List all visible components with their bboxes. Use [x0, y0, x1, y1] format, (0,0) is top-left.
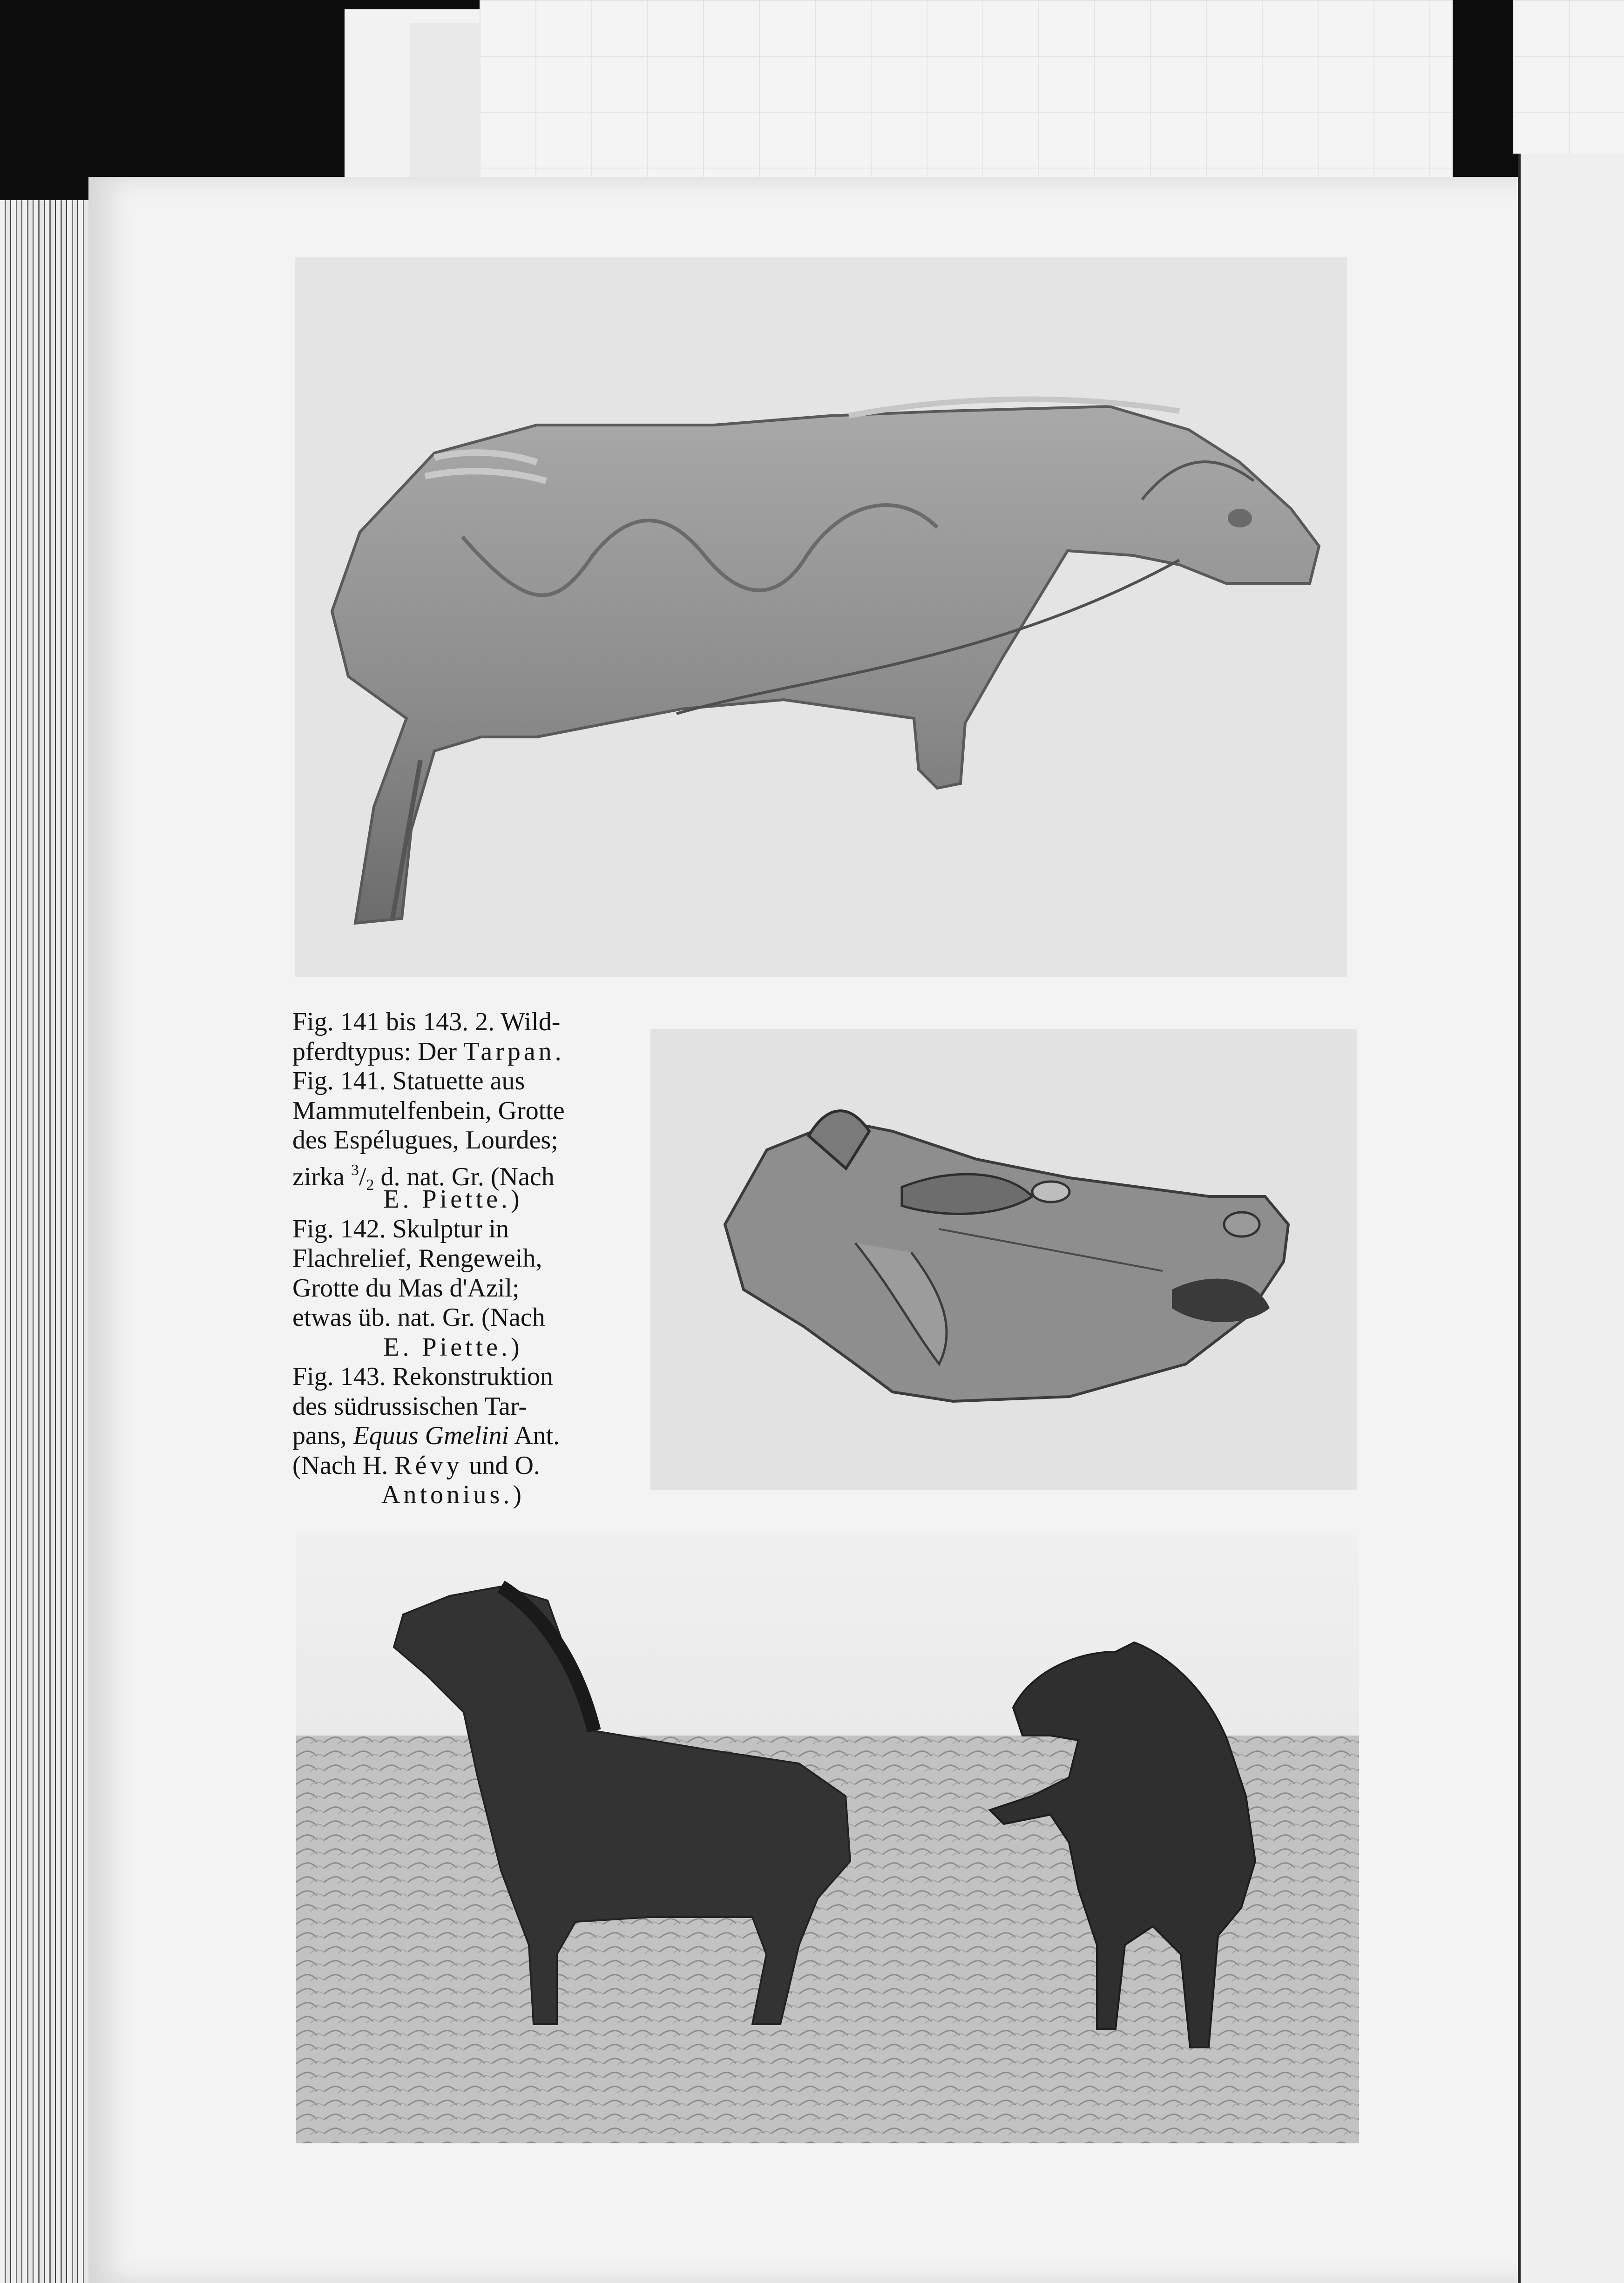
caption-text: zirka: [292, 1162, 345, 1191]
caption-word: 2.: [475, 1007, 495, 1036]
horse-head-relief-image: [650, 1029, 1357, 1490]
caption-text: d. nat. Gr. (Nach: [380, 1162, 555, 1191]
fraction-slash: /: [359, 1162, 366, 1191]
caption-word: Espélugues,: [333, 1126, 459, 1155]
caption-line-8: [292, 1215, 614, 1244]
caption-word: Gr.: [442, 1303, 475, 1332]
background-grid-sheet-right: [1513, 0, 1624, 154]
caption-word: Fig.: [292, 1214, 334, 1243]
caption-word: Fig.: [292, 1007, 334, 1036]
caption-text: pferdtypus: Der: [292, 1037, 457, 1066]
caption-line-3: [292, 1067, 614, 1096]
caption-text: pans,: [292, 1421, 347, 1450]
background-sheet-tab: [410, 23, 484, 177]
figure-142-relief: [650, 1029, 1357, 1490]
caption-word: Wild-: [501, 1007, 561, 1036]
caption-word: Grotte: [292, 1273, 359, 1303]
caption-word: O.: [514, 1451, 540, 1480]
fraction-numerator: 3: [351, 1161, 359, 1179]
caption-word: 141: [340, 1007, 379, 1036]
caption-word: aus: [490, 1067, 525, 1095]
caption-word: 141.: [340, 1067, 386, 1095]
caption-word: Fig.: [292, 1067, 334, 1095]
caption-word: Skulptur: [392, 1214, 482, 1243]
caption-word: Flachrelief,: [292, 1244, 412, 1273]
caption-species-name: Tarpan.: [463, 1037, 565, 1066]
caption-line-9: [292, 1244, 614, 1274]
caption-line-2: [292, 1037, 614, 1067]
caption-word: (Nach: [292, 1451, 356, 1480]
caption-text: Ant.: [514, 1421, 560, 1450]
caption-word: (Nach: [481, 1303, 545, 1332]
caption-line-16: [292, 1451, 614, 1481]
caption-line-10: [292, 1274, 614, 1304]
caption-line-4: Mammutelfenbein, Grotte: [292, 1096, 565, 1125]
figure-caption: [292, 1007, 614, 1510]
caption-word: Lourdes;: [465, 1126, 558, 1155]
caption-word: nat.: [397, 1303, 436, 1332]
caption-line-14: [292, 1392, 614, 1422]
caption-word: Mas: [398, 1273, 443, 1303]
caption-line-1: [292, 1007, 614, 1037]
caption-line-15: [292, 1421, 614, 1451]
caption-species-italic: Equus Gmelini: [353, 1421, 509, 1450]
caption-word: Révy: [394, 1451, 463, 1480]
caption-word: du: [365, 1273, 392, 1303]
caption-line-11: [292, 1303, 614, 1333]
caption-line-7: E. Piette.): [383, 1185, 523, 1214]
tarpan-painting-image: [296, 1535, 1359, 2143]
caption-word: bis: [386, 1007, 417, 1036]
caption-word: südrussischen: [333, 1391, 479, 1421]
caption-word: d'Azil;: [449, 1273, 520, 1303]
caption-word: des: [292, 1126, 327, 1155]
caption-word: üb.: [358, 1303, 391, 1332]
background-grid-sheet: [480, 0, 1453, 177]
adjacent-page: [1518, 154, 1624, 2283]
figure-143-reconstruction: [296, 1535, 1359, 2143]
caption-word: 143.: [423, 1007, 469, 1036]
caption-line-13: Fig. 143. Rekonstruktion: [292, 1362, 554, 1391]
caption-line-5: [292, 1126, 614, 1155]
caption-line-12: E. Piette.): [383, 1332, 523, 1362]
caption-word: und: [469, 1451, 508, 1480]
caption-word: Statuette: [392, 1067, 484, 1095]
horse-statuette-image: [295, 257, 1347, 977]
figure-141-statuette: [295, 257, 1347, 977]
caption-word: Tar-: [484, 1391, 528, 1421]
caption-line-6: [292, 1155, 614, 1194]
caption-word: des: [292, 1391, 327, 1421]
caption-word: in: [488, 1214, 509, 1243]
caption-line-17: Antonius.): [381, 1480, 525, 1509]
caption-word: 142.: [340, 1214, 386, 1243]
book-page-edges: [0, 200, 93, 2283]
caption-word: H.: [362, 1451, 388, 1480]
fraction-denominator: 2: [366, 1176, 374, 1194]
caption-word: etwas: [292, 1303, 352, 1332]
caption-word: Rengeweih,: [418, 1244, 542, 1273]
